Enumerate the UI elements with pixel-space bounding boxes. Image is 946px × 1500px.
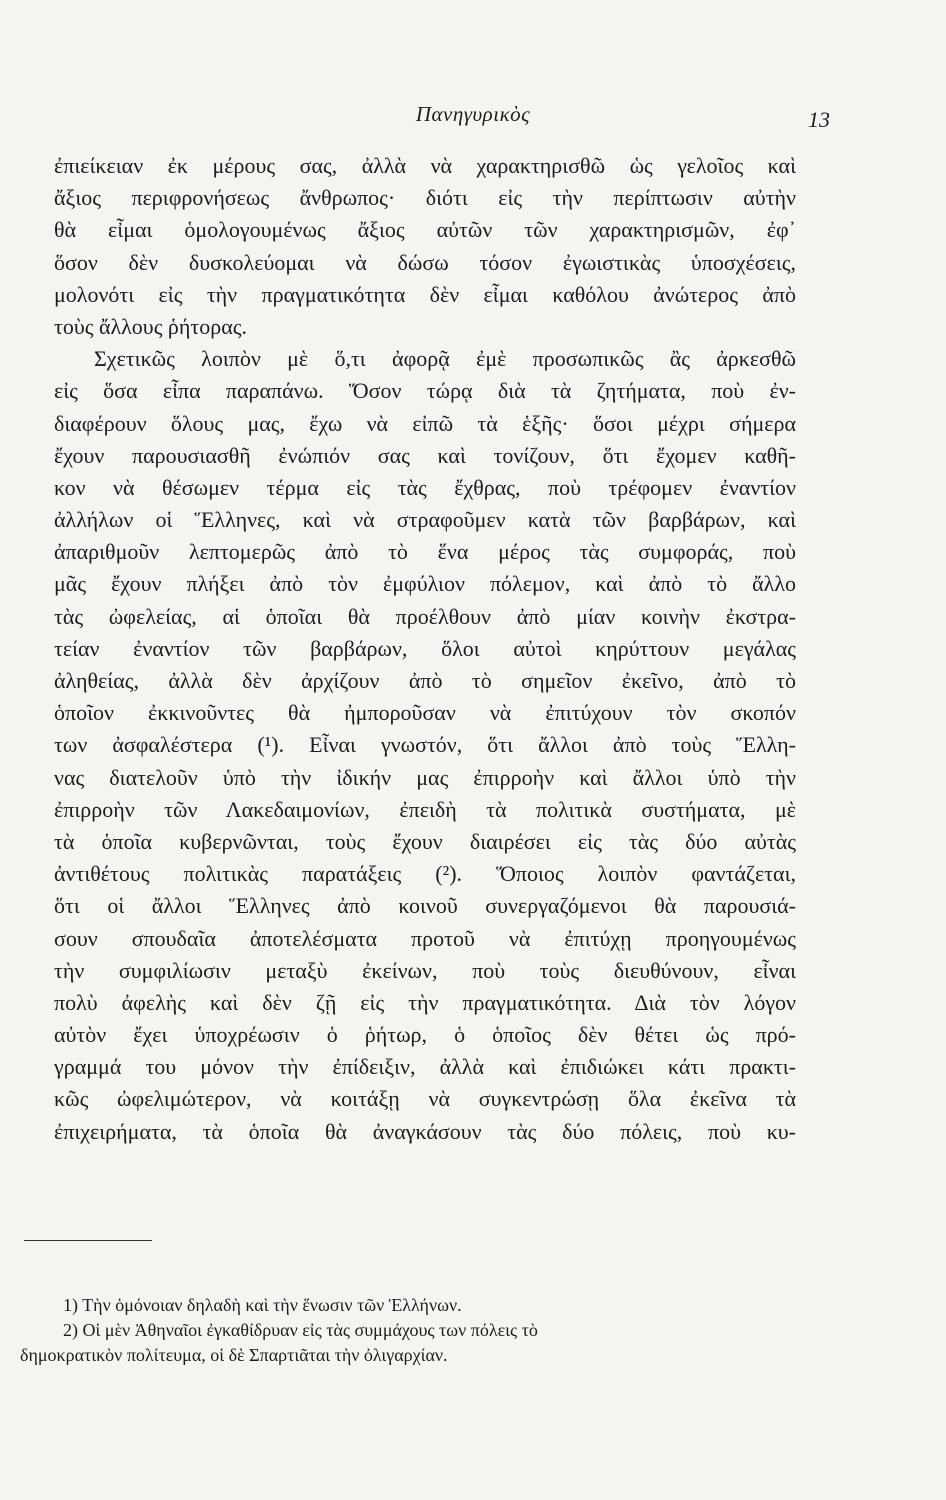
body-text <box>54 150 796 1148</box>
footnote-2-continued: δημοκρατικὸν πολίτευμα, οἱ δὲ Σπαρτιᾶται τὴν ὀλιγαρχίαν. <box>20 1345 448 1365</box>
text-line: εἰς ὅσα εἶπα παραπάνω. Ὅσον τώρᾳ διὰ τὰ ζητήματα, ποὺ ἐν- <box>54 378 796 404</box>
text-line: των ἀσφαλέστερα (¹). Εἶναι γνωστόν, ὅτι ἄλλοι ἀπὸ τοὺς Ἕλλη- <box>54 732 796 758</box>
text-line: θὰ εἶμαι ὁμολογουμένως ἄξιος αὐτῶν τῶν χαρακτηρισμῶν, ἐφ᾽ <box>54 217 796 243</box>
text-line: ἄξιος περιφρονήσεως ἄνθρωπος· διότι εἰς τὴν περίπτωσιν αὐτὴν <box>54 185 796 211</box>
text-line: ὅτι οἱ ἄλλοι Ἕλληνες ἀπὸ κοινοῦ συνεργαζόμενοι θὰ παρουσιά- <box>54 893 796 919</box>
text-line: σουν σπουδαῖα ἀποτελέσματα προτοῦ νὰ ἐπιτύχῃ προηγουμένως <box>54 925 796 951</box>
running-title: Πανηγυρικὸς <box>415 102 531 126</box>
text-line: κον νὰ θέσωμεν τέρμα εἰς τὰς ἔχθρας, ποὺ τρέφομεν ἐναντίον <box>54 474 796 500</box>
text-line: πολὺ ἀφελὴς καὶ δὲν ζῇ εἰς τὴν πραγματικότητα. Διὰ τὸν λόγον <box>54 989 796 1015</box>
text-line: ἀλλήλων οἱ Ἕλληνες, καὶ νὰ στραφοῦμεν κατὰ τῶν βαρβάρων, καὶ <box>54 507 796 533</box>
text-line: γραμμά του μόνον τὴν ἐπίδειξιν, ἀλλὰ καὶ ἐπιδιώκει κάτι πρακτι- <box>54 1054 796 1080</box>
footnote-divider <box>24 1240 152 1241</box>
text-line: τὰς ὠφελείας, αἱ ὁποῖαι θὰ προέλθουν ἀπὸ μίαν κοινὴν ἐκστρα- <box>54 603 796 629</box>
text-line: διαφέρουν ὅλους μας, ἔχω νὰ εἰπῶ τὰ ἑξῆς· ὅσοι μέχρι σήμερα <box>54 410 796 436</box>
text-line: τὴν συμφιλίωσιν μεταξὺ ἐκείνων, ποὺ τοὺς διευθύνουν, εἶναι <box>54 957 796 983</box>
text-line: ὁποῖον ἐκκινοῦντες θὰ ἠμποροῦσαν νὰ ἐπιτύχουν τὸν σκοπόν <box>54 700 796 726</box>
text-line: ἐπιρροὴν τῶν Λακεδαιμονίων, ἐπειδὴ τὰ πολιτικὰ συστήματα, μὲ <box>54 796 796 822</box>
footnotes <box>20 1293 780 1368</box>
text-line: τοὺς ἄλλους ῥήτορας. <box>54 313 247 339</box>
text-line: ἀπαριθμοῦν λεπτομερῶς ἀπὸ τὸ ἕνα μέρος τὰς συμφοράς, ποὺ <box>54 539 796 565</box>
footnote-1: 1) Τὴν ὁμόνοιαν δηλαδὴ καὶ τὴν ἕνωσιν τῶν Ἑλλήνων. <box>63 1295 462 1315</box>
text-line: τείαν ἐναντίον τῶν βαρβάρων, ὅλοι αὐτοὶ κηρύττουν μεγάλας <box>54 635 796 661</box>
text-line: τὰ ὁποῖα κυβερνῶνται, τοὺς ἔχουν διαιρέσει εἰς τὰς δύο αὐτὰς <box>54 828 796 854</box>
text-line: ἐπιείκειαν ἐκ μέρους σας, ἀλλὰ νὰ χαρακτηρισθῶ ὡς γελοῖος καὶ <box>54 153 796 178</box>
text-line: αὐτὸν ἔχει ὑποχρέωσιν ὁ ῥήτωρ, ὁ ὁποῖος δὲν θέτει ὡς πρό- <box>54 1022 796 1048</box>
text-line: ὅσον δὲν δυσκολεύομαι νὰ δώσω τόσον ἐγωιστικὰς ὑποσχέσεις, <box>54 249 796 275</box>
text-line: ἐπιχειρήματα, τὰ ὁποῖα θὰ ἀναγκάσουν τὰς δύο πόλεις, ποὺ κυ- <box>54 1118 796 1144</box>
footnote-2: 2) Οἱ μὲν Ἀθηναῖοι ἐγκαθίδρυαν εἰς τὰς συμμάχους των πόλεις τὸ <box>63 1320 538 1340</box>
text-line: μᾶς ἔχουν πλήξει ἀπὸ τὸν ἐμφύλιον πόλεμον, καὶ ἀπὸ τὸ ἄλλο <box>54 571 796 597</box>
text-line: ἔχουν παρουσιασθῆ ἐνώπιόν σας καὶ τονίζουν, ὅτι ἔχομεν καθῆ- <box>54 442 796 468</box>
text-line: Σχετικῶς λοιπὸν μὲ ὅ,τι ἀφορᾷ ἐμὲ προσωπικῶς ἂς ἀρκεσθῶ <box>94 346 796 372</box>
text-line: νας διατελοῦν ὑπὸ τὴν ἰδικήν μας ἐπιρροὴν καὶ ἄλλοι ὑπὸ τὴν <box>54 764 796 790</box>
text-line: μολονότι εἰς τὴν πραγματικότητα δὲν εἶμαι καθόλου ἀνώτερος ἀπὸ <box>54 281 796 307</box>
text-line: κῶς ὠφελιμώτερον, νὰ κοιτάξῃ νὰ συγκεντρώσῃ ὅλα ἐκεῖνα τὰ <box>54 1086 796 1112</box>
text-line: ἀντιθέτους πολιτικὰς παρατάξεις (²). Ὅποιος λοιπὸν φαντάζεται, <box>54 861 796 887</box>
page-number: 13 <box>808 107 830 132</box>
text-line: ἀληθείας, ἀλλὰ δὲν ἀρχίζουν ἀπὸ τὸ σημεῖον ἐκεῖνο, ἀπὸ τὸ <box>54 668 796 693</box>
